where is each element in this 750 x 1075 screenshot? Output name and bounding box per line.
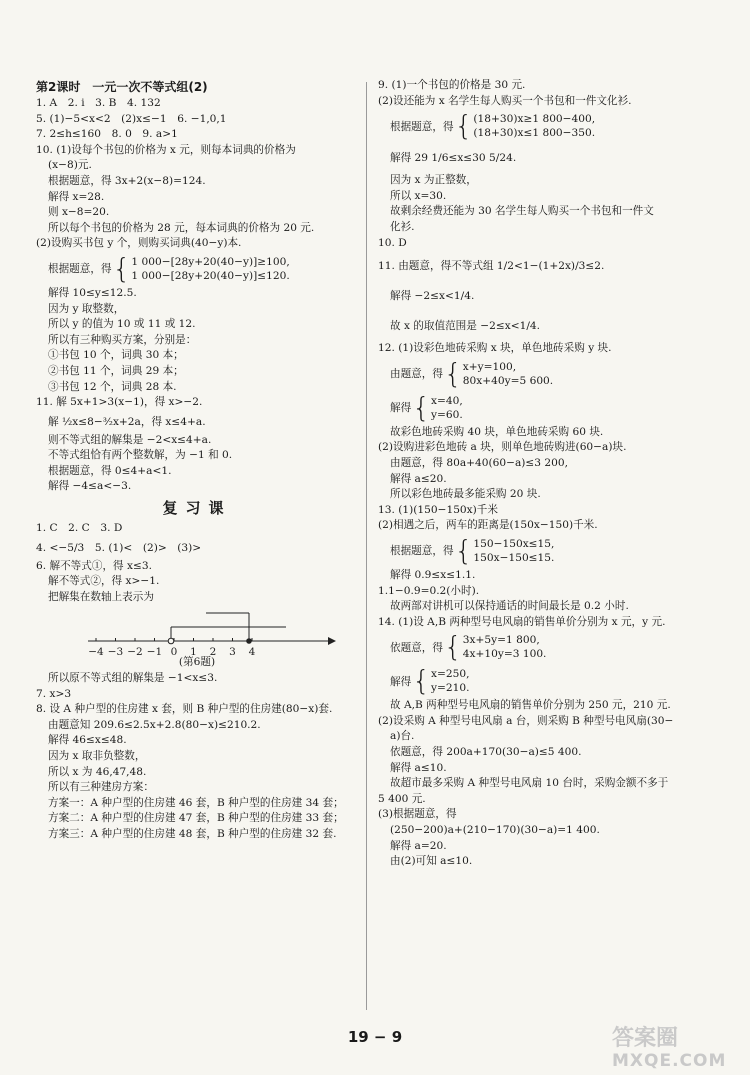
answer-line: 所以 x=30. xyxy=(390,189,447,202)
answer-line: 故 A,B 两种型号电风扇的销售单价分别为 250 元，210 元. xyxy=(390,699,671,712)
answer-line: 解得 x=28. xyxy=(48,190,105,203)
answer-line: a)台. xyxy=(390,730,415,743)
answer-line: (2)设采购 A 种型号电风扇 a 台，则采购 B 种型号电风扇(30− xyxy=(378,714,674,727)
answer-line: ③书包 12 个，词典 28 本. xyxy=(48,380,177,393)
answer-line: 解得 −4≤a<−3. xyxy=(48,480,132,493)
answer-line: 故剩余经费还能为 30 名学生每人购买一个书包和一件文 xyxy=(390,205,654,218)
closed-point-icon xyxy=(246,639,252,645)
figure-caption: (第6题) xyxy=(178,656,216,669)
answer-line: 解 ½x≤8−³⁄₂x+2a，得 x≤4+a. xyxy=(48,415,206,428)
axis-tick-label: −2 xyxy=(127,646,143,659)
answer-line: 由题意知 209.6≤2.5x+2.8(80−x)≤210.2. xyxy=(48,718,261,731)
axis-tick-label: 1 xyxy=(190,646,197,659)
answer-line: 7. 2≤h≤160 8. 0 9. a>1 xyxy=(36,128,178,141)
equation-system: 解得 { x=250, y=210. xyxy=(390,664,470,698)
axis-tick-label: −3 xyxy=(107,646,124,659)
answer-line: 10. D xyxy=(378,236,407,249)
answer-line: 解得 a=20. xyxy=(390,839,447,852)
answer-line: (3)根据题意，得 xyxy=(378,808,457,821)
answer-line: ①书包 10 个，词典 30 本； xyxy=(48,349,184,362)
equation-system: 依题意，得 { 3x+5y=1 800, 4x+10y=3 100. xyxy=(390,630,547,664)
answer-line: 依题意，得 200a+170(30−a)≤5 400. xyxy=(390,746,582,759)
answer-line: 故 x 的取值范围是 −2≤x<1/4. xyxy=(390,320,540,333)
answer-line: 故彩色地砖采购 40 块，单色地砖采购 60 块. xyxy=(390,425,604,438)
answer-line: 解不等式②，得 x>−1. xyxy=(48,575,160,588)
answer-line: 解得 a≤10. xyxy=(390,761,447,774)
answer-line: (2)设购买书包 y 个，则购买词典(40−y)本. xyxy=(36,237,242,250)
answer-line: 解得 29 1/6≤x≤30 5/24. xyxy=(390,152,517,165)
answer-line: 解得 0.9≤x≤1.1. xyxy=(390,568,476,581)
answer-line: 13. (1)(150−150x)千米 xyxy=(378,503,498,516)
axis-tick-label: 3 xyxy=(229,646,236,659)
answer-line: 10. (1)设每个书包的价格为 x 元，则每本词典的价格为 xyxy=(36,143,296,156)
answer-line: 解得 46≤x≤48. xyxy=(48,734,127,747)
answer-line: 则不等式组的解集是 −2<x≤4+a. xyxy=(48,433,212,446)
axis-tick-label: 4 xyxy=(248,646,256,659)
answer-line: 1.1−0.9=0.2(小时). xyxy=(378,584,480,597)
axis-tick-label: 2 xyxy=(209,646,217,659)
answer-line: 所以 y 的值为 10 或 11 或 12. xyxy=(48,318,196,331)
answer-line: 因为 x 为正整数， xyxy=(390,174,477,187)
answer-line: (2)设购进彩色地砖 a 块，则单色地砖购进(60−a)块. xyxy=(378,441,627,454)
open-point-icon xyxy=(168,639,174,645)
answer-line: 所以有三种购买方案，分别是： xyxy=(48,333,197,346)
equation-system: 根据题意，得 { 1 000−[28y+20(40−y)]≥100, 1 000−[28y+20(40−y)]≤120. xyxy=(48,251,290,285)
equation-system: 根据题意，得 { 150−150x≤15, 150x−150≤15. xyxy=(390,533,555,567)
answer-line: (250−200)a+(210−170)(30−a)=1 400. xyxy=(390,824,600,837)
answer-line: (2)设还能为 x 名学生每人购买一个书包和一件文化衫. xyxy=(378,94,632,107)
answer-line: 化衫. xyxy=(390,220,415,233)
page-number: 19 − 9 xyxy=(347,1028,403,1046)
answer-line: 9. (1)一个书包的价格是 30 元. xyxy=(378,79,526,91)
answer-line: 所以 x 为 46,47,48. xyxy=(48,765,147,778)
answer-line: 则 x−8=20. xyxy=(48,206,110,219)
watermark-logo: 答案圈 MXQE.COM xyxy=(612,1026,727,1071)
answer-line: 14. (1)设 A,B 两种型号电风扇的销售单价分别为 x 元，y 元. xyxy=(378,615,666,628)
column-divider xyxy=(366,82,367,1010)
answer-line: 方案一：A 种户型的住房建 46 套，B 种户型的住房建 34 套； xyxy=(48,796,344,809)
axis-tick-label: 0 xyxy=(170,646,178,659)
answer-line: 5 400 元. xyxy=(378,792,426,805)
answer-line: 根据题意，得 0≤4+a<1. xyxy=(48,464,172,477)
answer-line: 解得 10≤y≤12.5. xyxy=(48,286,137,299)
answer-line: 所以原不等式组的解集是 −1<x≤3. xyxy=(48,672,218,685)
number-line xyxy=(36,605,358,667)
answer-line: 不等式组恰有两个整数解，为 −1 和 0. xyxy=(48,449,233,462)
answer-line: 因为 x 取非负整数， xyxy=(48,750,146,762)
axis-tick-label: −1 xyxy=(146,646,163,659)
answer-line: 解得 a≤20. xyxy=(390,472,447,485)
right-column xyxy=(378,78,714,870)
answer-line: 1. C 2. C 3. D xyxy=(36,522,123,535)
axis-arrow-icon xyxy=(328,637,336,645)
answer-line: 根据题意，得 3x+2(x−8)=124. xyxy=(48,174,206,187)
answer-line: 1. A 2. ⅰ 3. B 4. 132 xyxy=(36,97,161,109)
answer-line: 11. 由题意，得不等式组 1/2<1−(1+2x)/3≤2. xyxy=(378,260,605,273)
answer-line: 11. 解 5x+1>3(x−1)，得 x>−2. xyxy=(36,396,203,409)
answer-line: 由题意，得 80a+40(60−a)≤3 200, xyxy=(390,456,568,469)
answer-line: 因为 y 取整数， xyxy=(48,302,125,315)
answer-line: 所以有三种建房方案： xyxy=(48,781,154,794)
equation-system: 解得 { x=40, y=60. xyxy=(390,390,463,424)
answer-line: 故超市最多采购 A 种型号电风扇 10 台时，采购金额不多于 xyxy=(390,777,669,790)
axis-tick-label: −4 xyxy=(88,646,104,659)
answer-line: 故两部对讲机可以保持通话的时间最长是 0.2 小时. xyxy=(390,600,629,613)
answer-line: ②书包 11 个，词典 29 本； xyxy=(48,364,184,377)
answer-line: 方案二：A 种户型的住房建 47 套，B 种户型的住房建 33 套； xyxy=(48,812,344,825)
equation-system: 由题意，得 { x+y=100, 80x+40y=5 600. xyxy=(390,356,554,390)
answer-line: 8. 设 A 种户型的住房建 x 套，则 B 种户型的住房建(80−x)套. xyxy=(36,703,333,716)
answer-line: 解得 −2≤x<1/4. xyxy=(390,290,475,303)
left-column xyxy=(36,78,358,843)
number-line-figure xyxy=(36,605,358,667)
answer-line: 方案三：A 种户型的住房建 48 套，B 种户型的住房建 32 套. xyxy=(48,827,337,840)
answer-line: (2)相遇之后，两车的距离是(150x−150)千米. xyxy=(378,519,598,532)
answer-line: 由(2)可知 a≤10. xyxy=(390,855,473,868)
answer-line: 12. (1)设彩色地砖采购 x 块，单色地砖采购 y 块. xyxy=(378,342,612,355)
answer-line: 5. (1)−5<x<2 (2)x≤−1 6. −1,0,1 xyxy=(36,112,227,125)
answer-line: 7. x>3 xyxy=(36,687,72,700)
answer-line: 所以彩色地砖最多能采购 20 块. xyxy=(390,488,541,501)
equation-system: 根据题意，得 { (18+30)x≥1 800−400, (18+30)x≤1 800−350. xyxy=(390,109,596,143)
section-title: 复习课 xyxy=(162,499,232,518)
answer-line: 所以每个书包的价格为 28 元，每本词典的价格为 20 元. xyxy=(48,221,315,234)
answer-line: 6. 解不等式①，得 x≤3. xyxy=(36,559,152,572)
lesson-heading: 第2课时 一元一次不等式组(2) xyxy=(36,80,208,94)
answer-line: 4. <−5/3 5. (1)< (2)> (3)> xyxy=(36,541,202,554)
answer-line: (x−8)元. xyxy=(48,159,92,172)
answer-line: 把解集在数轴上表示为 xyxy=(48,590,154,603)
